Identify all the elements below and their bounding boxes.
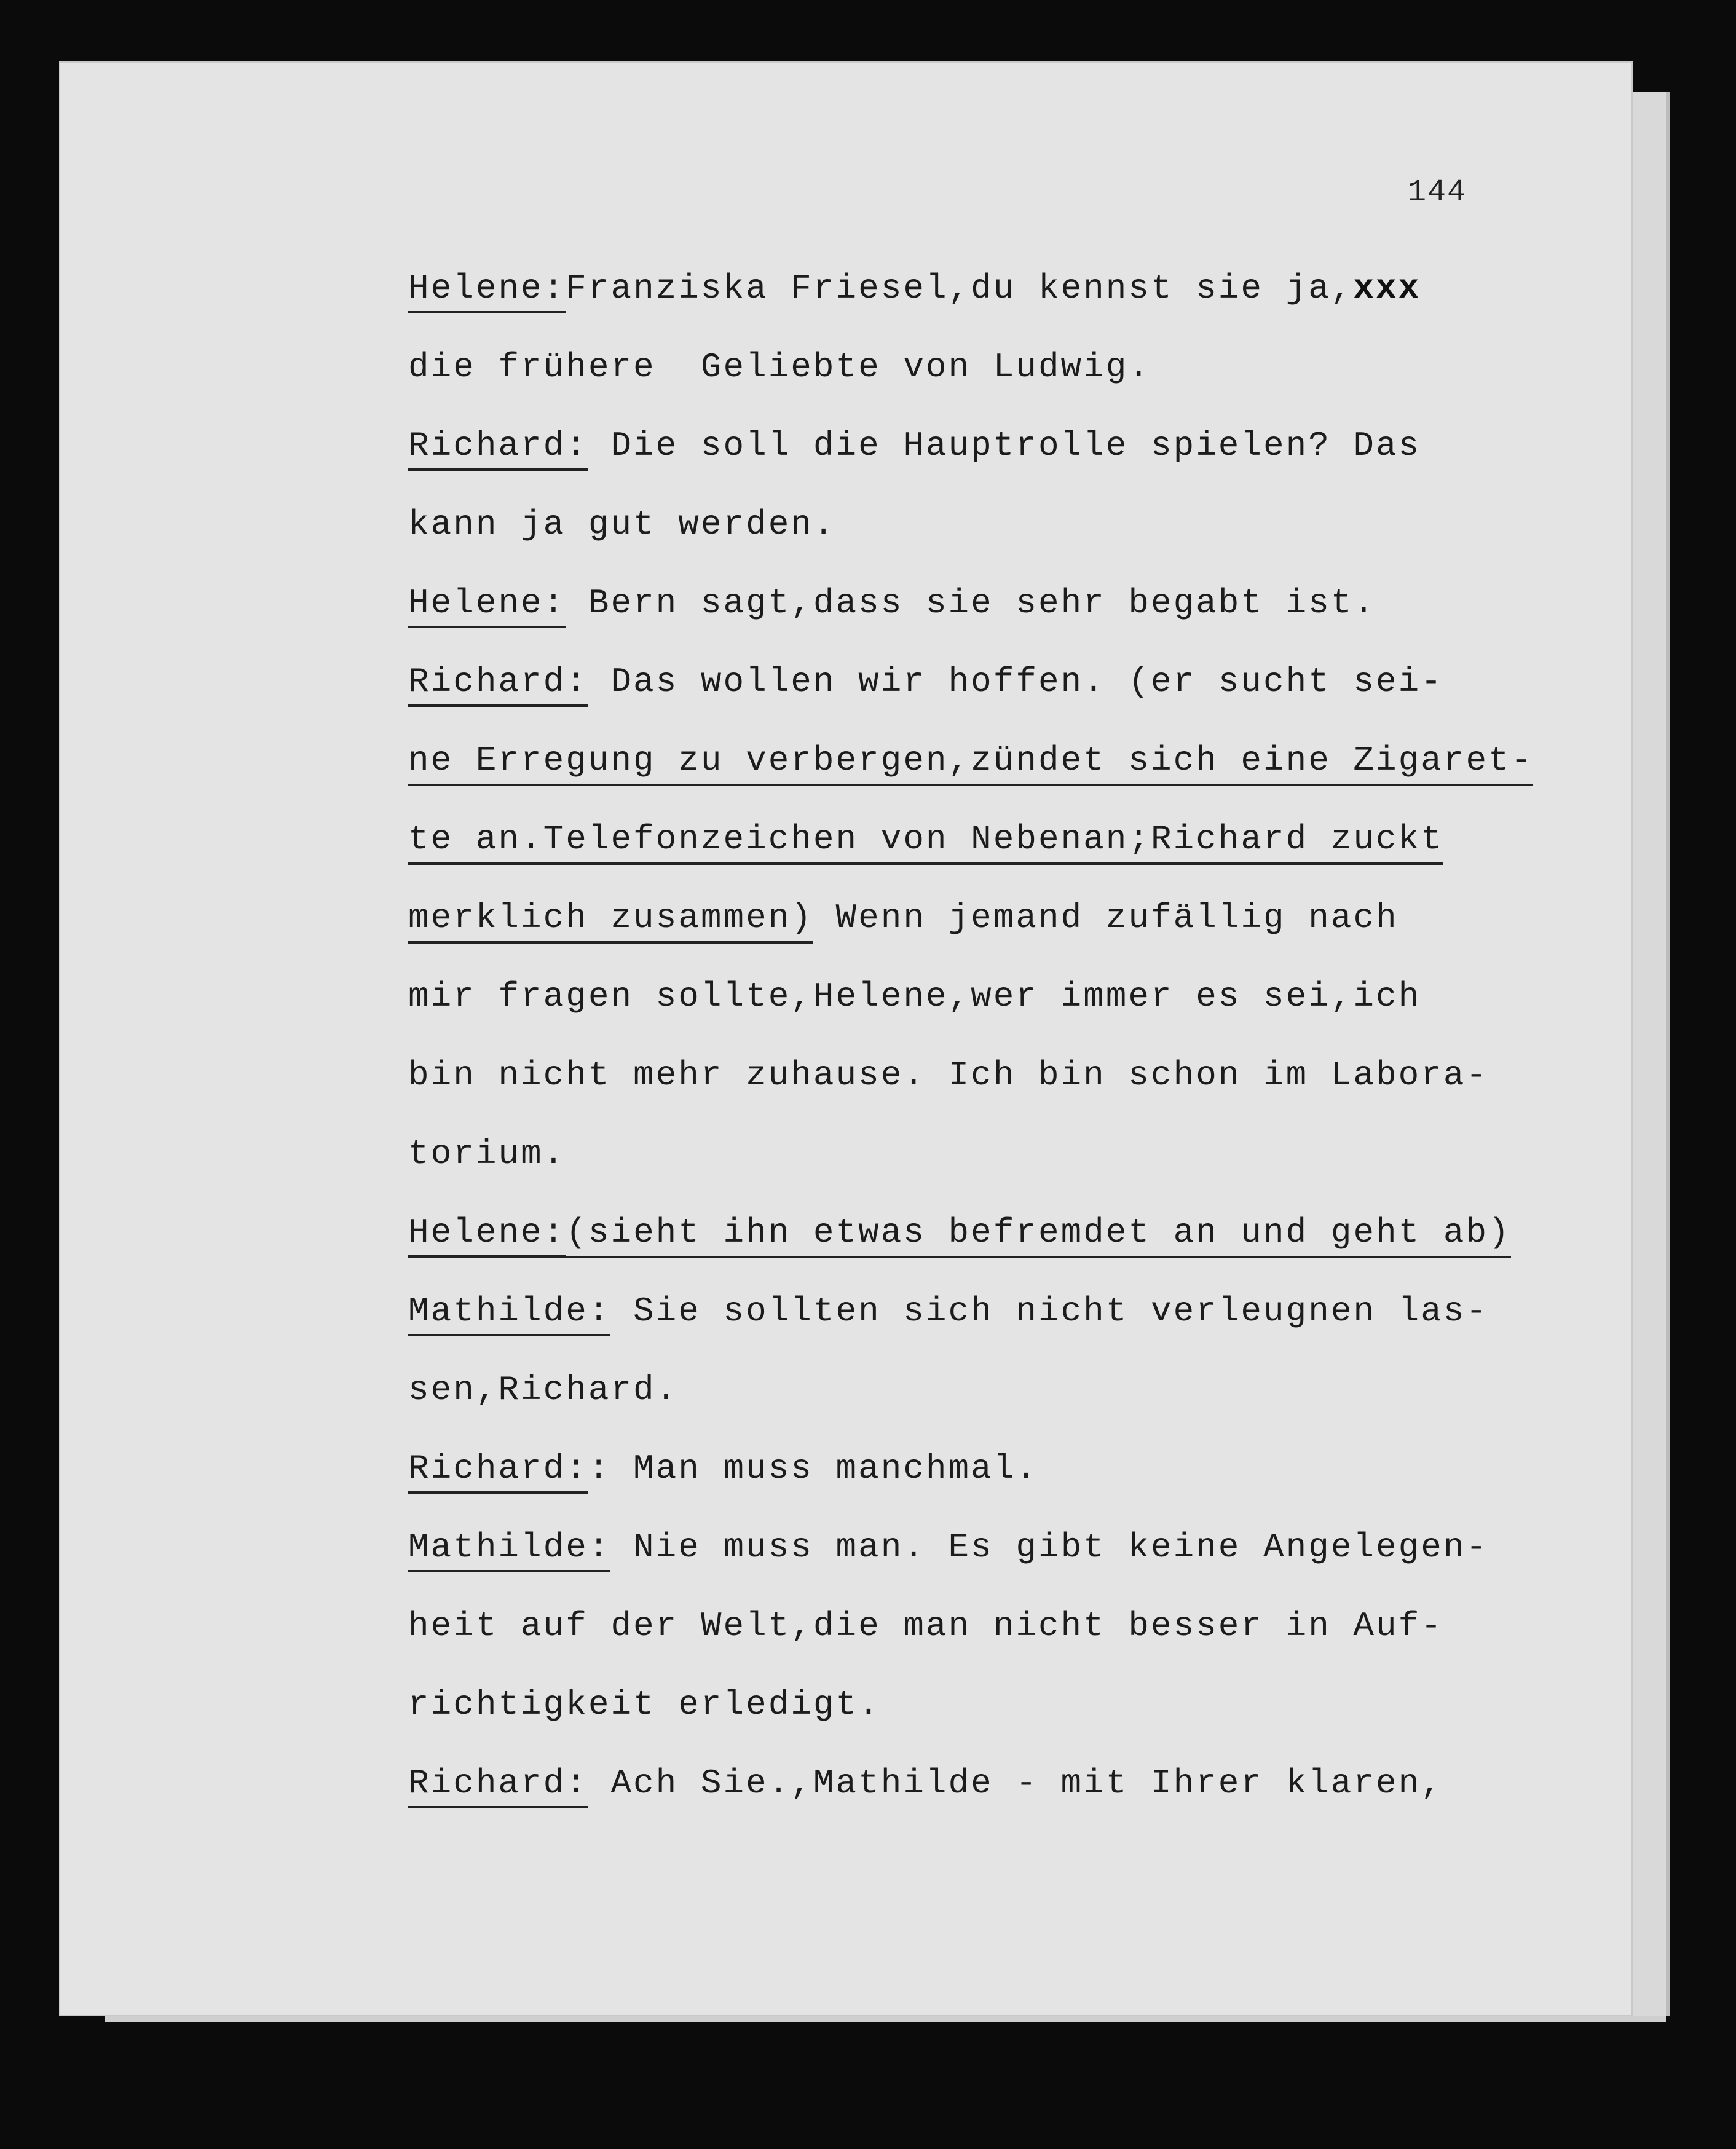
script-line — [408, 878, 1613, 957]
stage-direction: ne Erregung zu verbergen,zündet sich eine Zigaret- — [408, 741, 1533, 786]
script-line — [408, 1429, 1613, 1508]
line-text: Das wollen wir hoffen. (er sucht sei- — [588, 662, 1443, 701]
speaker-name: Helene: — [408, 584, 566, 628]
line-text: Franziska Friesel,du kennst sie ja, — [566, 269, 1354, 308]
script-line — [408, 1193, 1613, 1272]
script-line — [408, 485, 1613, 564]
script-line — [408, 1587, 1613, 1665]
line-text: Die soll die Hauptrolle spielen? Das — [588, 426, 1421, 465]
speaker-name: Helene: — [408, 269, 566, 313]
speaker-name: Richard: — [408, 663, 588, 707]
line-text: die frühere Geliebte von Ludwig. — [408, 347, 1151, 387]
typed-script-text — [408, 249, 1613, 1823]
line-text: Ach Sie.,Mathilde - mit Ihrer klaren, — [588, 1764, 1443, 1803]
speaker-name: Richard: — [408, 1764, 588, 1808]
stage-direction: (sieht ihn etwas befremdet an und geht ab) — [566, 1213, 1510, 1258]
line-text: sen,Richard. — [408, 1370, 679, 1410]
line-text: heit auf der Welt,die man nicht besser in Auf- — [408, 1606, 1443, 1646]
line-text: torium. — [408, 1134, 566, 1173]
script-line — [408, 642, 1613, 721]
script-line — [408, 721, 1613, 800]
script-line — [408, 564, 1613, 642]
script-line — [408, 800, 1613, 878]
script-line — [408, 328, 1613, 406]
line-text: mir fragen sollte,Helene,wer immer es sei,ich — [408, 977, 1421, 1016]
script-line — [408, 957, 1613, 1036]
line-text: kann ja gut werden. — [408, 505, 836, 544]
speaker-name: Richard: — [408, 1449, 588, 1494]
struck-text: xxx — [1353, 269, 1421, 308]
line-text: Wenn jemand zufällig nach — [813, 898, 1399, 937]
page-number: 144 — [1408, 175, 1467, 210]
script-line — [408, 1036, 1613, 1114]
script-line — [408, 1114, 1613, 1193]
script-line — [408, 1272, 1613, 1351]
script-line — [408, 406, 1613, 485]
line-text: richtigkeit erledigt. — [408, 1685, 881, 1724]
speaker-name: Richard: — [408, 427, 588, 471]
script-line — [408, 1508, 1613, 1587]
script-line — [408, 1351, 1613, 1429]
script-line — [408, 1744, 1613, 1823]
speaker-name: Helene: — [408, 1213, 566, 1258]
line-text: Bern sagt,dass sie sehr begabt ist. — [566, 583, 1376, 623]
line-text: Sie sollten sich nicht verleugnen las- — [610, 1291, 1489, 1331]
speaker-name: Mathilde: — [408, 1292, 610, 1336]
line-text: Nie muss man. Es gibt keine Angelegen- — [610, 1528, 1489, 1567]
line-text: bin nicht mehr zuhause. Ich bin schon im Labora- — [408, 1055, 1489, 1095]
script-line — [408, 1665, 1613, 1744]
script-line — [408, 249, 1613, 328]
stage-direction: merklich zusammen) — [408, 898, 813, 944]
line-text: : Man muss manchmal. — [588, 1449, 1038, 1488]
speaker-name: Mathilde: — [408, 1528, 610, 1572]
stage-direction: te an.Telefonzeichen von Nebenan;Richard zuckt — [408, 819, 1443, 865]
